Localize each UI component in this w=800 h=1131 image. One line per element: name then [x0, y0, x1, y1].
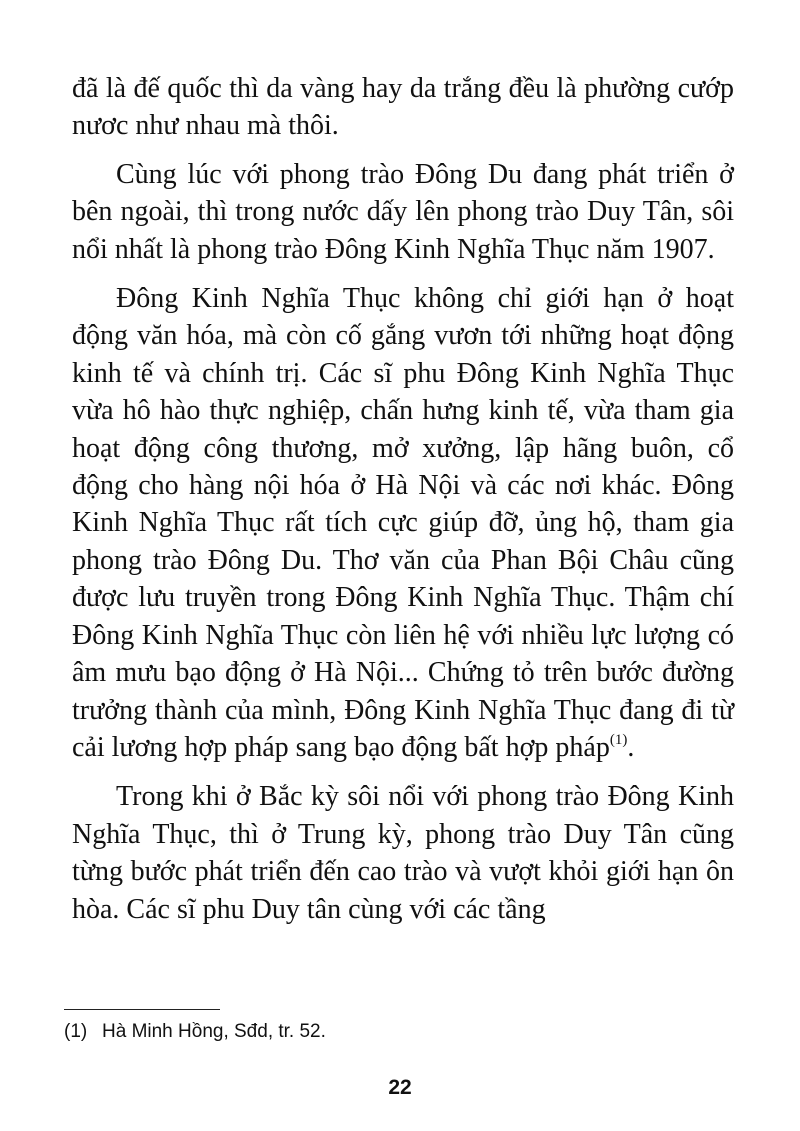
paragraph-dong-kinh-nghia-thuc	[72, 280, 734, 766]
body-text	[72, 70, 734, 940]
footnote-divider	[64, 1009, 220, 1010]
paragraph-duy-tan: Trong khi ở Bắc kỳ sôi nổi với phong trào Đông Kinh Nghĩa Thục, thì ở Trung kỳ, phong trào Duy Tân cũng từng bước phát triển đến cao trào và vượt khỏi giới hạn ôn hòa. Các sĩ phu Duy tân cùng với các tầng	[72, 781, 734, 925]
paragraph-continuation: đã là đế quốc thì da vàng hay da trắng đều là phường cướp nươc như nhau mà thôi.	[72, 73, 734, 142]
page-number: 22	[388, 1076, 412, 1099]
paragraph-end-period: .	[627, 731, 635, 763]
footnote-text: Hà Minh Hồng, Sđd, tr. 52.	[102, 1021, 326, 1042]
footnote-reference[interactable]: (1)	[609, 731, 628, 748]
footnote-number: (1)	[64, 1021, 88, 1042]
footnote	[64, 1019, 734, 1045]
paragraph-dong-du: Cùng lúc với phong trào Đông Du đang phát triển ở bên ngoài, thì trong nước dấy lên phong trào Duy Tân, sôi nổi nhất là phong trào Đông Kinh Nghĩa Thục năm 1907.	[72, 158, 734, 265]
paragraph-dong-kinh-nghia-thuc-text: Đông Kinh Nghĩa Thục không chỉ giới hạn ở hoạt động văn hóa, mà còn cố gắng vươn tới những hoạt động kinh tế và chính trị. Các sĩ phu Đông Kinh Nghĩa Thục vừa hô hào thực nghiệp, chấn hưng kinh tế, vừa tham gia hoạt động công thương, mở xưởng, lập hãng buôn, cổ động cho hàng nội hóa ở Hà Nội và các nơi khác. Đông Kinh Nghĩa Thục rất tích cực giúp đỡ, ủng hộ, tham gia phong trào Đông Du. Thơ văn của Phan Bội Châu cũng được lưu truyền trong Đông Kinh Nghĩa Thục. Thậm chí Đông Kinh Nghĩa Thục còn liên hệ với nhiều lực lượng có âm mưu bạo động ở Hà Nội... Chứng tỏ trên bước đường trưởng thành của mình, Đông Kinh Nghĩa Thục đang đi từ cải lương hợp pháp sang bạo động bất hợp pháp	[72, 283, 734, 763]
